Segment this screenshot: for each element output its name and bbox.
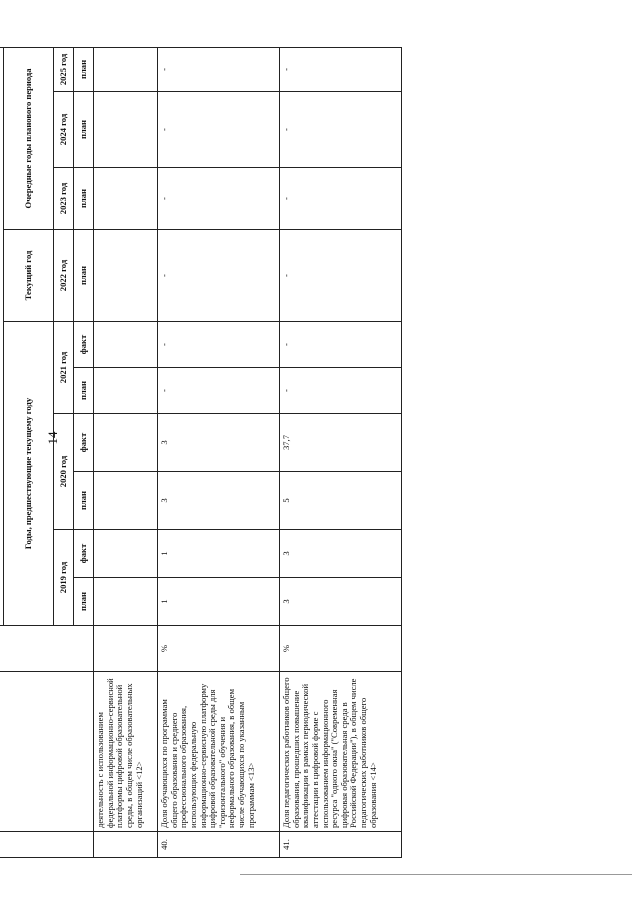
row-value: 37,7: [280, 414, 402, 472]
header-fact: факт: [74, 414, 94, 472]
header-plan: план: [74, 230, 94, 322]
header-2022: 2022 год: [54, 230, 74, 322]
row-name: Доля педагогических работников общего образования, прошедших повышение квалификации в рамках периодической аттестации в цифровой форме с использованием информационного ресурса "одного окна" ("Современная цифровая образовательная среда в Российской Федерации"), в общем числе педагогических работников общего образования <14>: [280, 672, 402, 832]
row-value: -: [280, 47, 402, 91]
row-num: 40.: [158, 832, 280, 858]
row-value: -: [280, 92, 402, 168]
header-fact: факт: [74, 530, 94, 578]
row-value: 3: [280, 578, 402, 626]
row-num: 41.: [280, 832, 402, 858]
indicators-table: [0, 47, 402, 858]
header-planning-years: Очередные годы планового периода: [4, 47, 54, 229]
header-fact: факт: [74, 322, 94, 368]
row-value: -: [158, 230, 280, 322]
row-name: Доля обучающихся по программам общего образования и среднего профессионального образования, использующих федеральную информационно-сервисную платформу цифровой образовательной среды для "горизонтального" обучения и неформального образования, в общем числе обучающихся по указанным программам <13>: [158, 672, 280, 832]
row-value: 3: [280, 530, 402, 578]
header-2024: 2024 год: [54, 92, 74, 168]
row-value: [94, 92, 158, 168]
row-value: [94, 322, 158, 368]
header-plan: план: [74, 92, 94, 168]
header-plan: план: [74, 47, 94, 91]
row-num: [94, 832, 158, 858]
row-value: 1: [158, 530, 280, 578]
row-value: -: [280, 322, 402, 368]
row-value: -: [280, 230, 402, 322]
header-name: [0, 672, 94, 832]
rotated-table-container: [0, 48, 485, 858]
row-value: [94, 414, 158, 472]
row-name: деятельность с использованием федеральной информационно-сервисной платформы цифровой образовательной среды, в общем числе образовательных организаций <12>: [94, 672, 158, 832]
row-value: -: [158, 47, 280, 91]
row-value: [94, 472, 158, 530]
row-value: -: [158, 322, 280, 368]
row-value: [94, 530, 158, 578]
header-plan: план: [74, 472, 94, 530]
row-value: [94, 168, 158, 230]
row-value: [94, 47, 158, 91]
header-unit: [0, 626, 94, 672]
row-value: 5: [280, 472, 402, 530]
row-value: -: [280, 168, 402, 230]
row-value: -: [158, 92, 280, 168]
row-value: 3: [158, 414, 280, 472]
header-2019: 2019 год: [54, 530, 74, 626]
row-value: [94, 578, 158, 626]
header-plan: план: [74, 578, 94, 626]
row-value: [94, 368, 158, 414]
page-bottom-divider: [240, 874, 632, 875]
row-unit: %: [158, 626, 280, 672]
table-row: [94, 47, 158, 857]
row-value: [94, 230, 158, 322]
header-num: [0, 832, 94, 858]
row-value: -: [280, 368, 402, 414]
header-2023: 2023 год: [54, 168, 74, 230]
header-plan: план: [74, 368, 94, 414]
page-number: 14: [45, 431, 60, 445]
row-value: 3: [158, 472, 280, 530]
header-plan: план: [74, 168, 94, 230]
header-prev-years: Годы, предшествующие текущему году: [4, 322, 54, 626]
row-unit: %: [280, 626, 402, 672]
row-value: 1: [158, 578, 280, 626]
header-2020: 2020 год: [54, 414, 74, 530]
row-unit: [94, 626, 158, 672]
row-value: -: [158, 368, 280, 414]
table-row: [158, 47, 280, 857]
header-2021: 2021 год: [54, 322, 74, 414]
header-current-year: Текущий год: [4, 230, 54, 322]
header-2025: 2025 год: [54, 47, 74, 91]
row-value: -: [158, 168, 280, 230]
table-row: [280, 47, 402, 857]
